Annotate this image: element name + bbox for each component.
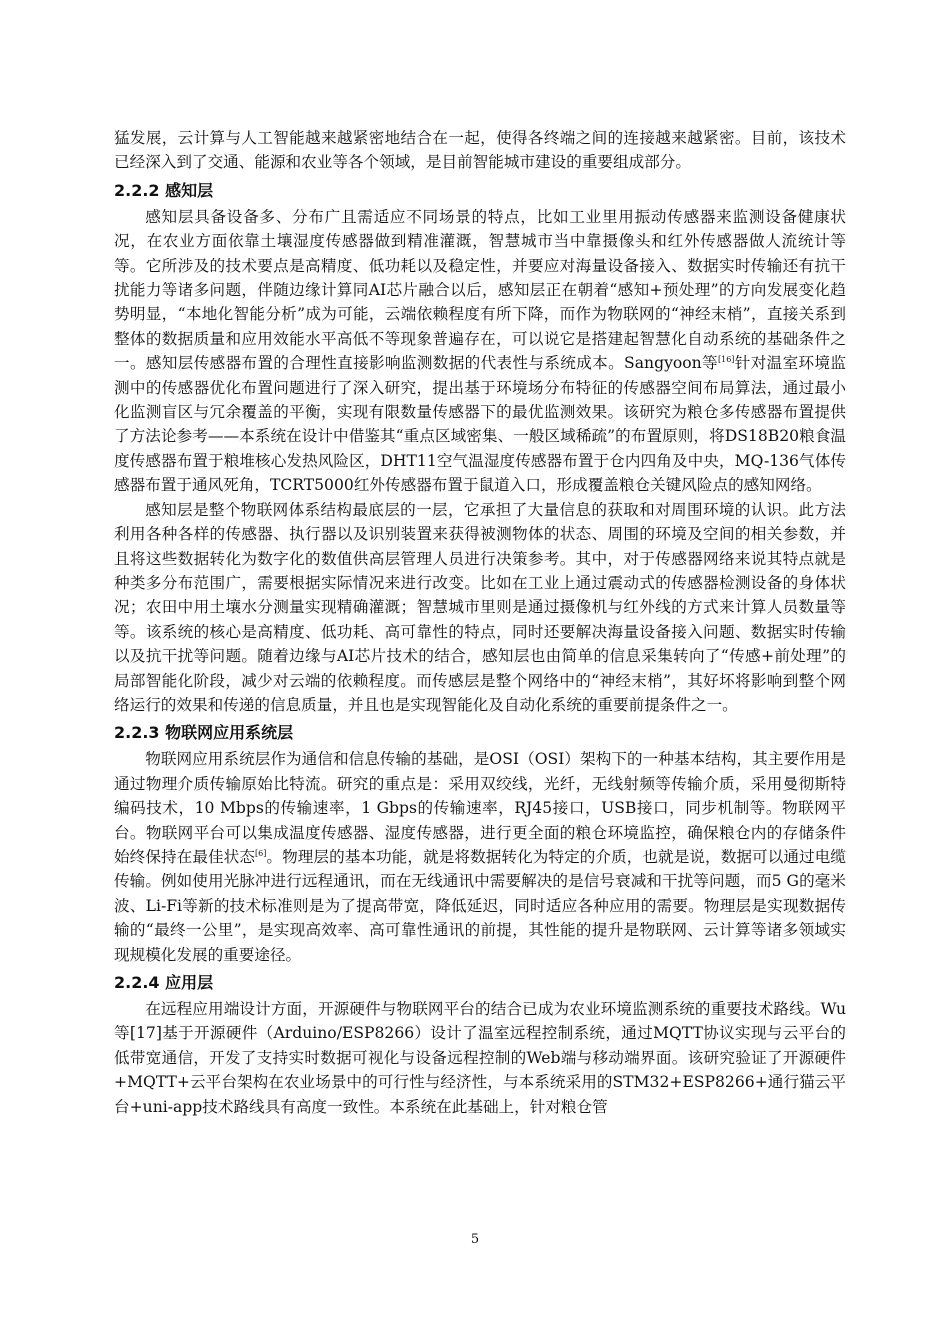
- page-number: 5: [470, 1232, 480, 1247]
- application-layer-paragraph: 在远程应用端设计方面，开源硬件与物联网平台的结合已成为农业环境监测系统的重要技术路线。Wu等[17]基于开源硬件（Arduino/ESP8266）设计了温室远程控制系统，通过MQTT协议实现与云平台的低带宽通信，开发了支持实时数据可视化与设备远程控制的Web端与移动端界面。该研究验证了开源硬件+MQTT+云平台架构在农业场景中的可行性与经济性，与本系统采用的STM32+ESP8266+通行猫云平台+uni-app技术路线具有高度一致性。本系统在此基础上，针对粮仓管: [114, 1000, 846, 1116]
- perception-layer-paragraph-1: [114, 205, 846, 498]
- text-run: 物联网应用系统层作为通信和信息传输的基础，是OSI（OSI）架构下的一种基本结构，其主要作用是通过物理介质传输原始比特流。研究的重点是：采用双绞线，光纤，无线射频等传输介质，采用曼彻斯特编码技术，10 Mbps的传输速率，1 Gbps的传输速率，RJ45接口，USB接口，同步机制等。物联网平台。物联网平台可以集成温度传感器、湿度传感器，进行更全面的粮仓环境监控，确保粮仓内的存储条件始终保持在最佳状态: [114, 750, 846, 866]
- document-body: [114, 126, 846, 1119]
- section-heading-2-2-3: 2.2.3 物联网应用系统层: [114, 723, 294, 743]
- perception-layer-paragraph-2: 感知层是整个物联网体系结构最底层的一层，它承担了大量信息的获取和对周围环境的认识。此方法利用各种各样的传感器、执行器以及识别装置来获得被测物体的状态、周围的环境及空间的相关参数，并且将这些数据转化为数字化的数值供高层管理人员进行决策参考。其中，对于传感器网络来说其特点就是种类多分布范围广，需要根据实际情况来进行改变。比如在工业上通过震动式的传感器检测设备的身体状况；农田中用土壤水分测量实现精确灌溉；智慧城市里则是通过摄像机与红外线的方式来计算人员数量等等。该系统的核心是高精度、低功耗、高可靠性的特点，同时还要解决海量设备接入问题、数据实时传输以及抗干扰等问题。随着边缘与AI芯片技术的结合，感知层也由简单的信息采集转向了“传感+前处理”的局部智能化阶段，减少对云端的依赖程度。而传感层是整个网络中的“神经末梢”，其好坏将影响到整个网络运行的效果和传递的信息质量，并且也是实现智能化及自动化系统的重要前提条件之一。: [114, 500, 846, 714]
- text-run: 感知层具备设备多、分布广且需适应不同场景的特点，比如工业里用振动传感器来监测设备健康状况，在农业方面依靠土壤湿度传感器做到精准灌溉，智慧城市当中靠摄像头和红外传感器做人流统计等等。它所涉及的技术要点是高精度、低功耗以及稳定性，并要应对海量设备接入、数据实时传输还有抗干扰能力等诸多问题，伴随边缘计算同AI芯片融合以后，感知层正在朝着“感知+预处理”的方向发展变化趋势明显，“本地化智能分析”成为可能，云端依赖程度有所下降，而作为物联网的“神经末梢”，直接关系到整体的数据质量和应用效能水平高低不等现象普遍存在，可以说它是搭建起智慧化自动系统的基础条件之一。感知层传感器布置的合理性直接影响监测数据的代表性与系统成本。Sangyoon等: [114, 207, 846, 373]
- citation-ref: [16]: [717, 355, 735, 365]
- text-run: 。物理层的基本功能，就是将数据转化为特定的介质，也就是说，数据可以通过电缆传输。例如使用光脉冲进行远程通讯，而在无线通讯中需要解决的是信号衰减和干扰等问题，而5 G的毫米波、Li-Fi等新的技术标准则是为了提高带宽，降低延迟，同时适应各种应用的需要。物理层是实现数据传输的“最终一公里”，是实现高效率、高可靠性通讯的前提，其性能的提升是物联网、云计算等诸多领域实现规模化发展的重要途径。: [114, 847, 846, 964]
- intro-paragraph: 猛发展，云计算与人工智能越来越紧密地结合在一起，使得各终端之间的连接越来越紧密。目前，该技术已经深入到了交通、能源和农业等各个领域，是目前智能城市建设的重要组成部分。: [114, 129, 846, 172]
- section-heading-2-2-2: 2.2.2 感知层: [114, 180, 214, 200]
- section-heading-2-2-4: 2.2.4 应用层: [114, 973, 214, 992]
- iot-system-layer-paragraph: [114, 747, 846, 967]
- citation-ref: [6]: [255, 848, 267, 858]
- text-run: 针对温室环境监测中的传感器优化布置问题进行了深入研究，提出基于环境场分布特征的传感器空间布局算法，通过最小化监测盲区与冗余覆盖的平衡，实现有限数量传感器下的最优监测效果。该研究为粮仓多传感器布置提供了方法论参考——本系统在设计中借鉴其“重点区域密集、一般区域稀疏”的布置原则，将DS18B20粮食温度传感器布置于粮堆核心发热风险区，DHT11空气温湿度传感器布置于仓内四角及中央，MQ-136气体传感器布置于通风死角，TCRT5000红外传感器布置于鼠道入口，形成覆盖粮仓关键风险点的感知网络。: [114, 354, 846, 495]
